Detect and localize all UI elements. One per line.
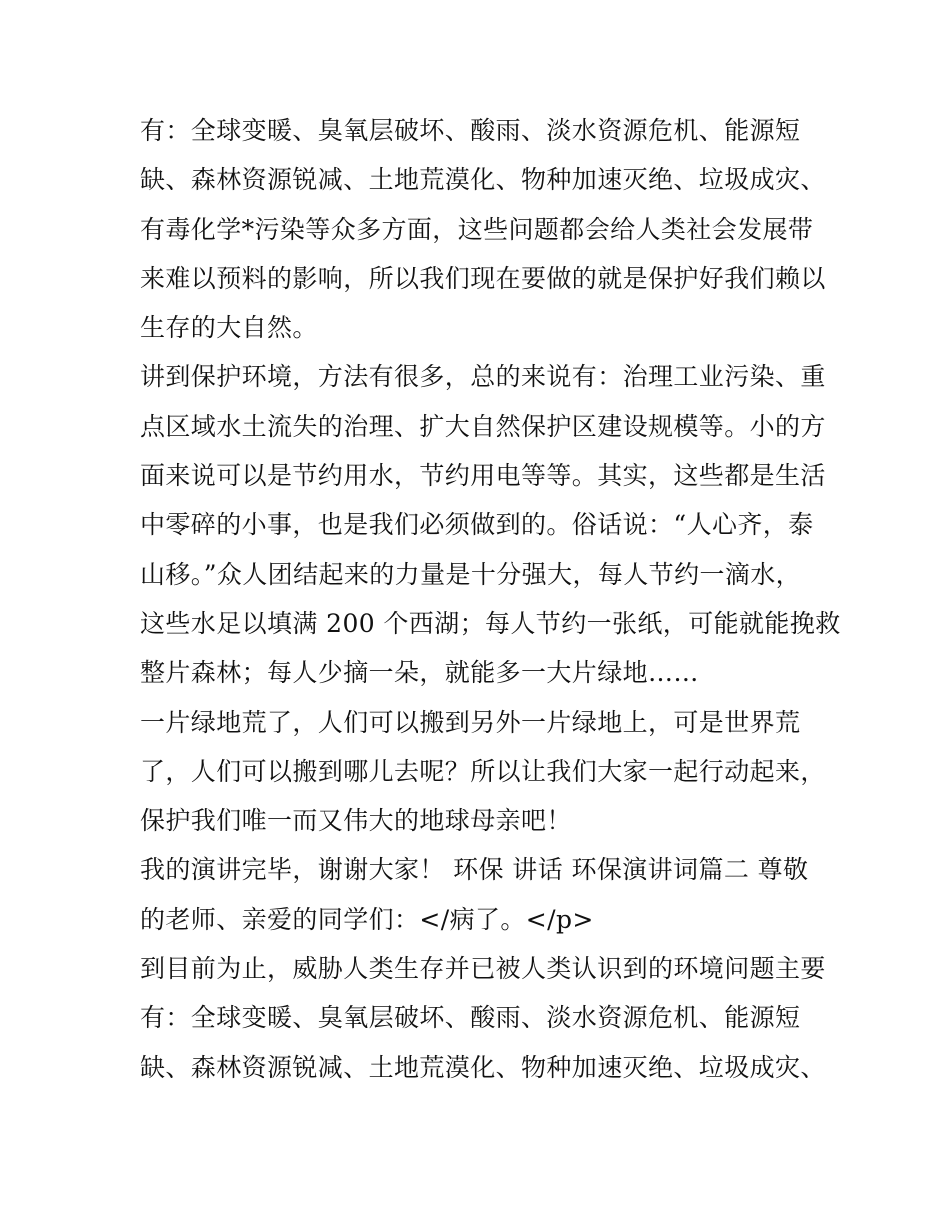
text-line: 有：全球变暖、臭氧层破坏、酸雨、淡水资源危机、能源短: [140, 116, 801, 145]
text-line: 面来说可以是节约用水，节约用电等等。其实，这些都是生活: [140, 461, 826, 491]
text-line: 的老师、亲爱的同学们：</病了。</p>: [140, 904, 594, 934]
text-line: 缺、森林资源锐减、土地荒漠化、物种加速灭绝、垃圾成灾、: [140, 165, 826, 195]
text-line: 缺、森林资源锐减、土地荒漠化、物种加速灭绝、垃圾成灾、: [140, 1052, 826, 1082]
text-line: 了，人们可以搬到哪儿去呢？所以让我们大家一起行动起来，: [140, 756, 826, 786]
text-line: 我的演讲完毕，谢谢大家！ 环保 讲话 环保演讲词篇二 尊敬: [140, 855, 809, 885]
text-line: 这些水足以填满 200 个西湖；每人节约一张纸，可能就能挽救: [140, 608, 841, 638]
text-line: 保护我们唯一而又伟大的地球母亲吧！: [140, 806, 572, 836]
text-line: 来难以预料的影响，所以我们现在要做的就是保护好我们赖以: [140, 263, 826, 293]
text-line: 讲到保护环境，方法有很多，总的来说有：治理工业污染、重: [140, 362, 826, 392]
text-line: 中零碎的小事，也是我们必须做到的。俗话说：“人心齐，泰: [140, 510, 814, 540]
text-line: 山移。”众人团结起来的力量是十分强大，每人节约一滴水，: [140, 559, 802, 589]
text-line: 生存的大自然。: [140, 313, 318, 343]
text-line: 点区域水土流失的治理、扩大自然保护区建设规模等。小的方: [140, 411, 826, 441]
text-line: 到目前为止，威胁人类生存并已被人类认识到的环境问题主要: [140, 954, 826, 984]
text-line: 有：全球变暖、臭氧层破坏、酸雨、淡水资源危机、能源短: [140, 1003, 801, 1033]
body-text: [140, 106, 840, 1092]
text-line: 整片森林；每人少摘一朵，就能多一大片绿地……: [140, 658, 699, 688]
text-line: 一片绿地荒了，人们可以搬到另外一片绿地上，可是世界荒: [140, 707, 801, 737]
text-line: 有毒化学*污染等众多方面，这些问题都会给人类社会发展带: [140, 214, 814, 244]
